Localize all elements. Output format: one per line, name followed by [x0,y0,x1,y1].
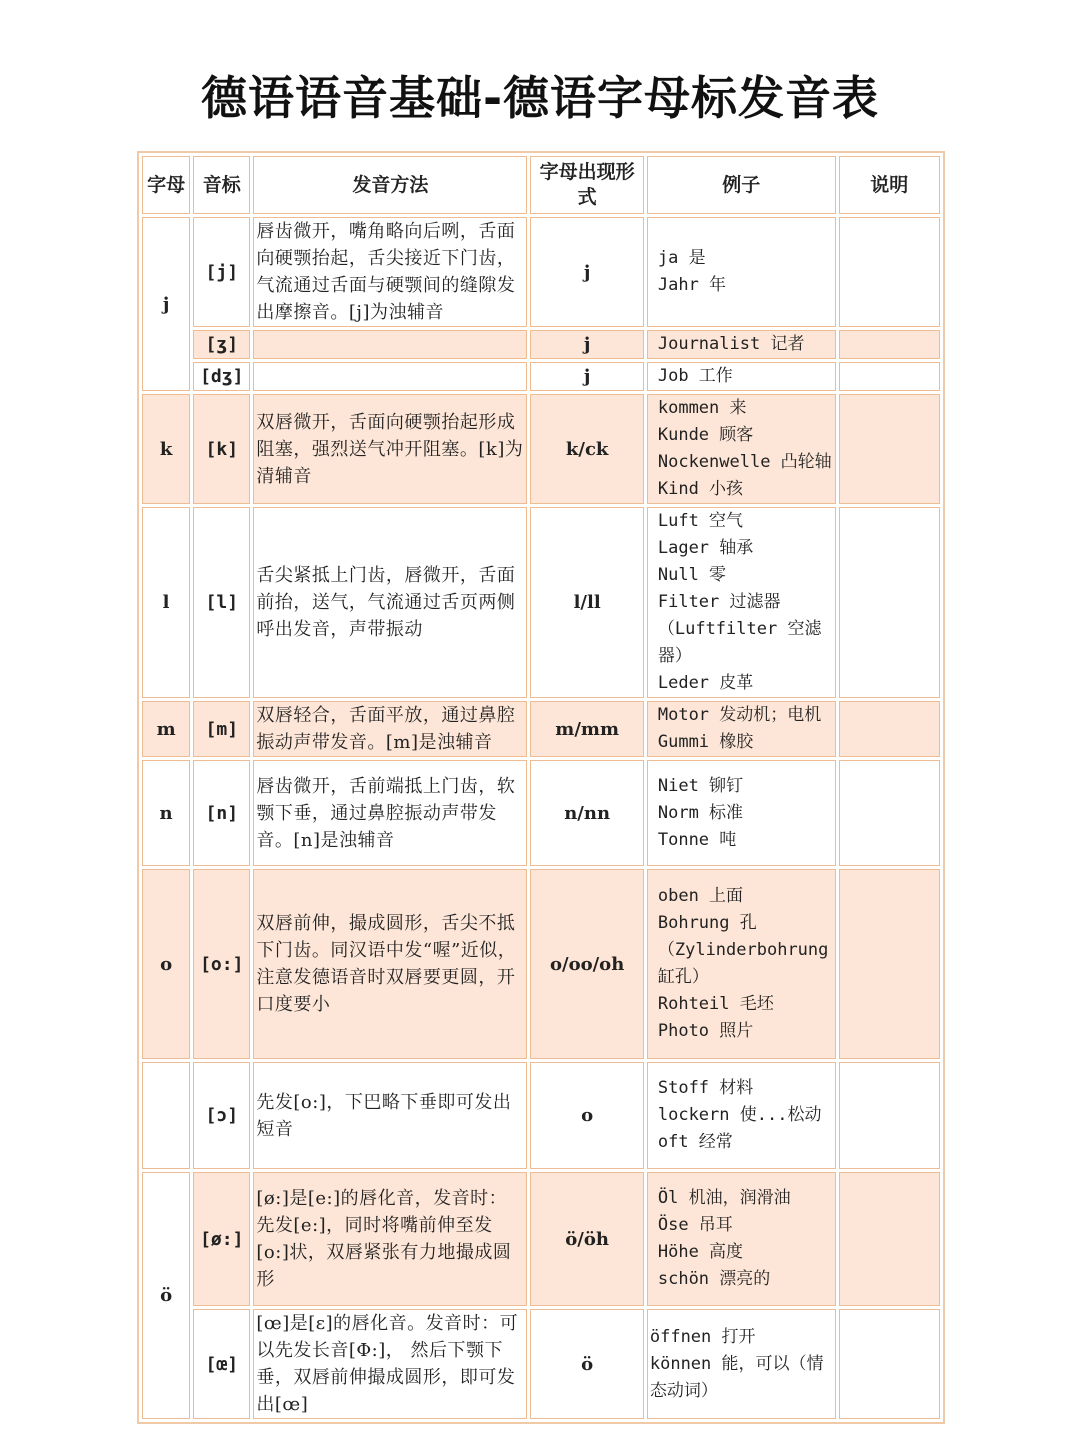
page-title: 德语语音基础-德语字母标发音表 [200,71,880,125]
form-cell: l/ll [530,507,643,698]
example-line: Bohrung 孔 [657,913,757,933]
example-line: Journalist 记者 [657,334,805,354]
form-cell: k/ck [530,394,643,504]
header-method: 发音方法 [253,156,527,214]
ipa-cell: [œ] [193,1309,250,1419]
method-cell: 双唇微开，舌面向硬颚抬起形成阻塞，强烈送气冲开阻塞。[k]为清辅音 [253,394,527,504]
examples-cell [647,217,836,327]
method-cell: 唇齿微开，舌前端抵上门齿，软颚下垂，通过鼻腔振动声带发音。[n]是浊辅音 [253,760,527,866]
example-line: ja 是 [657,248,706,268]
ipa-cell: [ɔ] [193,1062,250,1169]
table-row [142,394,940,504]
form-cell: ö/öh [530,1172,643,1306]
examples-cell [647,869,836,1059]
method-cell: [ø:]是[e:]的唇化音，发音时：先发[e:]，同时将嘴前伸至发[o:]状，双唇紧张有力地撮成圆形 [253,1172,527,1306]
example-line: 态动词） [649,1380,718,1401]
header-form: 字母出现形式 [530,156,643,214]
example-line: Luft 空气 [657,511,744,531]
example-line: Tonne 吨 [657,829,737,850]
notes-cell [839,217,940,327]
example-line: öffnen 打开 [649,1326,756,1347]
form-cell: j [530,330,643,359]
example-line: Stoff 材料 [657,1078,754,1098]
examples-cell [647,507,836,698]
example-line: Lager 轴承 [657,538,754,558]
form-cell: m/mm [530,701,643,757]
example-line: 器） [657,646,692,666]
method-cell: 双唇前伸，撮成圆形，舌尖不抵下门齿。同汉语中发“喔”近似，注意发德语音时双唇要更圆，开口度要小 [253,869,527,1059]
example-line: kommen 来 [657,398,747,418]
example-line: können 能，可以（情 [649,1353,824,1374]
form-cell: n/nn [530,760,643,866]
notes-cell [839,394,940,504]
table-header-row [142,156,940,214]
letter-cell: n [142,760,190,866]
form-cell: j [530,217,643,327]
example-line: Öse 吊耳 [657,1215,733,1235]
example-line: Null 零 [657,565,727,585]
example-line: Öl 机油，润滑油 [657,1188,791,1208]
examples-cell [647,394,836,504]
ipa-cell: [l] [193,507,250,698]
header-notes: 说明 [839,156,940,214]
letter-cell: m [142,701,190,757]
form-cell: o/oo/oh [530,869,643,1059]
example-line: Kind 小孩 [657,479,744,499]
example-line: Norm 标准 [657,802,744,823]
pronunciation-table [137,151,945,1424]
example-line: Gummi 橡胶 [657,732,754,752]
table-row [142,217,940,327]
example-line: Höhe 高度 [657,1242,744,1262]
example-line: oben 上面 [657,886,744,906]
table-row [142,1172,940,1306]
example-line: schön 漂亮的 [657,1269,771,1289]
ipa-cell: [o:] [193,869,250,1059]
letter-cell [142,1062,190,1169]
ipa-cell: [ø:] [193,1172,250,1306]
form-cell: ö [530,1309,643,1419]
letter-cell: ö [142,1172,190,1419]
method-cell [253,330,527,359]
example-line: Kunde 顾客 [657,425,754,445]
examples-cell [647,760,836,866]
example-line: Rohteil 毛坯 [657,994,774,1014]
example-line: Photo 照片 [657,1021,754,1041]
form-cell: j [530,362,643,391]
notes-cell [839,330,940,359]
example-line: oft 经常 [657,1132,733,1152]
examples-cell [647,1062,836,1169]
notes-cell [839,1172,940,1306]
example-line: （Luftfilter 空滤 [657,619,822,639]
table-row [142,362,940,391]
example-line: （Zylinderbohrung [657,940,829,960]
header-examples: 例子 [647,156,836,214]
examples-cell [647,1309,836,1419]
notes-cell [839,362,940,391]
table-row [142,507,940,698]
notes-cell [839,701,940,757]
notes-cell [839,869,940,1059]
notes-cell [839,507,940,698]
examples-cell [647,701,836,757]
example-line: Nockenwelle 凸轮轴 [657,452,832,472]
example-line: Jahr 年 [657,275,727,295]
example-line: Filter 过滤器 [657,592,781,612]
letter-cell: o [142,869,190,1059]
example-line: 缸孔） [657,967,709,987]
method-cell: 唇齿微开，嘴角略向后咧，舌面向硬颚抬起，舌尖接近下门齿，气流通过舌面与硬颚间的缝隙发出摩擦音。[j]为浊辅音 [253,217,527,327]
example-line: Job 工作 [657,366,733,386]
examples-cell [647,362,836,391]
method-cell: [œ]是[ɛ]的唇化音。发音时：可以先发长音[Φ:]， 然后下颚下垂，双唇前伸撮成圆形，即可发出[œ] [253,1309,527,1419]
ipa-cell: [j] [193,217,250,327]
ipa-cell: [n] [193,760,250,866]
ipa-cell: [m] [193,701,250,757]
examples-cell [647,330,836,359]
notes-cell [839,760,940,866]
letter-cell: k [142,394,190,504]
header-ipa: 音标 [193,156,250,214]
examples-cell [647,1172,836,1306]
method-cell: 双唇轻合，舌面平放，通过鼻腔振动声带发音。[m]是浊辅音 [253,701,527,757]
table-row [142,330,940,359]
notes-cell [839,1309,940,1419]
method-cell: 舌尖紧抵上门齿，唇微开，舌面前抬，送气，气流通过舌页两侧呼出发音，声带振动 [253,507,527,698]
table-row [142,701,940,757]
table-row [142,1309,940,1419]
table-row [142,1062,940,1169]
table-row [142,760,940,866]
method-cell: 先发[o:]，下巴略下垂即可发出短音 [253,1062,527,1169]
letter-cell: l [142,507,190,698]
example-line: lockern 使...松动 [657,1105,822,1125]
ipa-cell: [ʒ] [193,330,250,359]
letter-cell: j [142,217,190,391]
method-cell [253,362,527,391]
ipa-cell: [dʒ] [193,362,250,391]
example-line: Motor 发动机；电机 [657,705,822,725]
ipa-cell: [k] [193,394,250,504]
header-letter: 字母 [142,156,190,214]
example-line: Leder 皮革 [657,673,754,693]
example-line: Niet 铆钉 [657,775,744,796]
notes-cell [839,1062,940,1169]
form-cell: o [530,1062,643,1169]
table-row [142,869,940,1059]
